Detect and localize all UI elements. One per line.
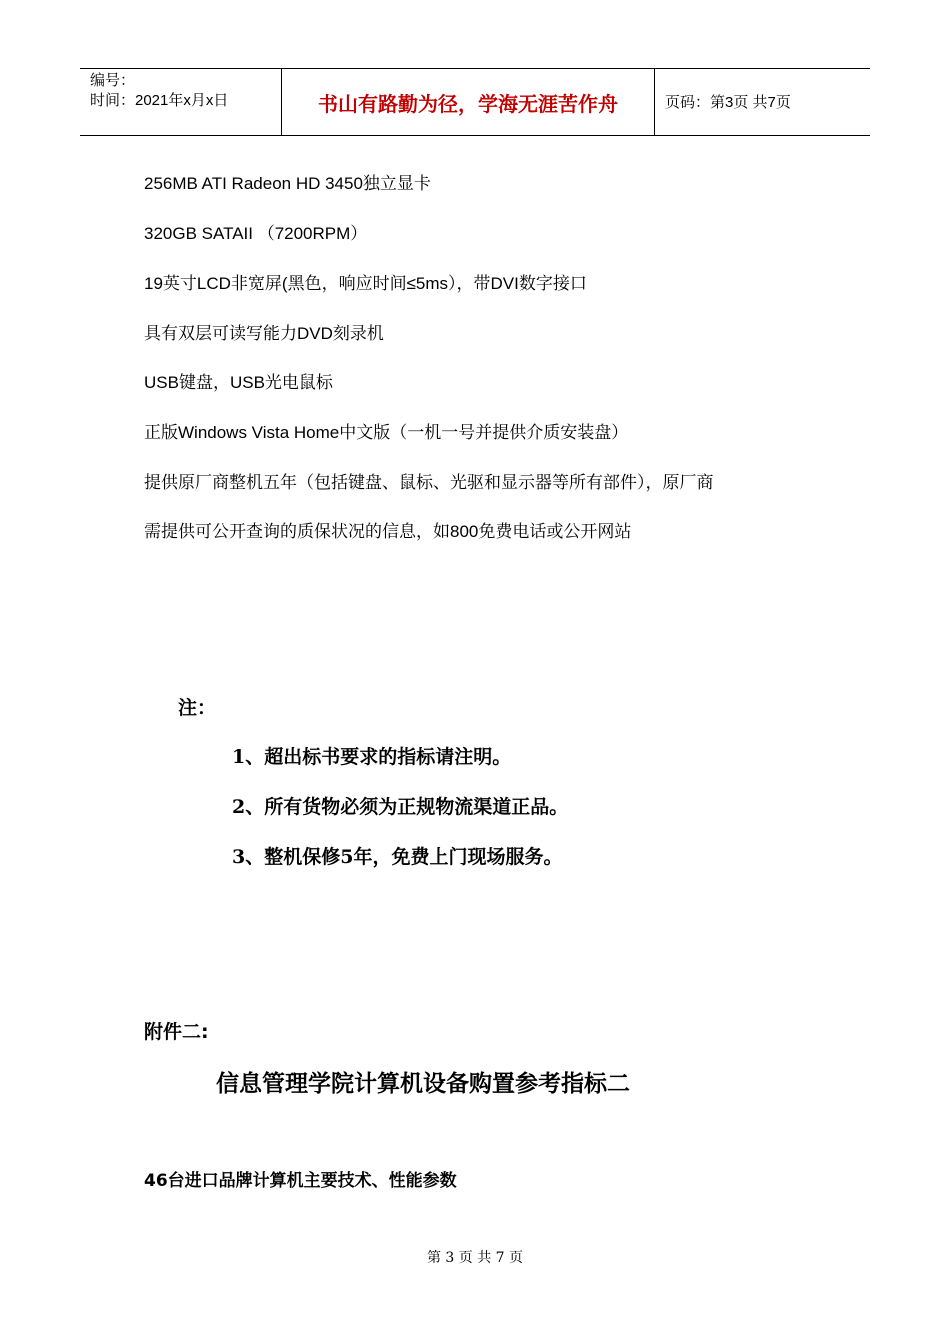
header-motto: 书山有路勤为径，学海无涯苦作舟 [281,69,655,135]
spec-line: USB键盘，USB光电鼠标 [144,373,333,392]
document-number-label: 编号： [90,72,136,89]
spec-line: 正版Windows Vista Home中文版（一机一号并提供介质安装盘） [144,423,629,442]
note-item: 1、超出标书要求的指标请注明。 [232,746,512,768]
spec-line: 19英寸LCD非宽屏(黑色，响应时间≤5ms），带DVI数字接口 [144,274,587,293]
annex-label: 附件二: [144,1021,209,1043]
spec-line: 256MB ATI Radeon HD 3450独立显卡 [144,174,431,193]
document-time-label: 时间：2021年x月x日 [90,92,229,109]
note-item: 3、整机保修5年，免费上门现场服务。 [232,846,563,868]
header-page-info: 页码：第3页 共7页 [665,94,791,111]
annex-title: 信息管理学院计算机设备购置参考指标二 [216,1071,630,1097]
spec-line: 提供原厂商整机五年（包括键盘、鼠标、光驱和显示器等所有部件），原厂商 [144,473,714,492]
header-meta [90,71,228,111]
spec-line: 需提供可公开查询的质保状况的信息，如800免费电话或公开网站 [144,522,632,541]
notes-title: 注： [178,697,217,719]
page-footer: 第 3 页 共 7 页 [426,1250,524,1266]
page-header [80,68,870,136]
note-item: 2、所有货物必须为正规物流渠道正品。 [232,796,569,818]
spec-line: 具有双层可读写能力DVD刻录机 [144,324,384,343]
annex-subtitle: 46台进口品牌计算机主要技术、性能参数 [144,1171,457,1191]
spec-line: 320GB SATAII （7200RPM） [144,224,368,243]
